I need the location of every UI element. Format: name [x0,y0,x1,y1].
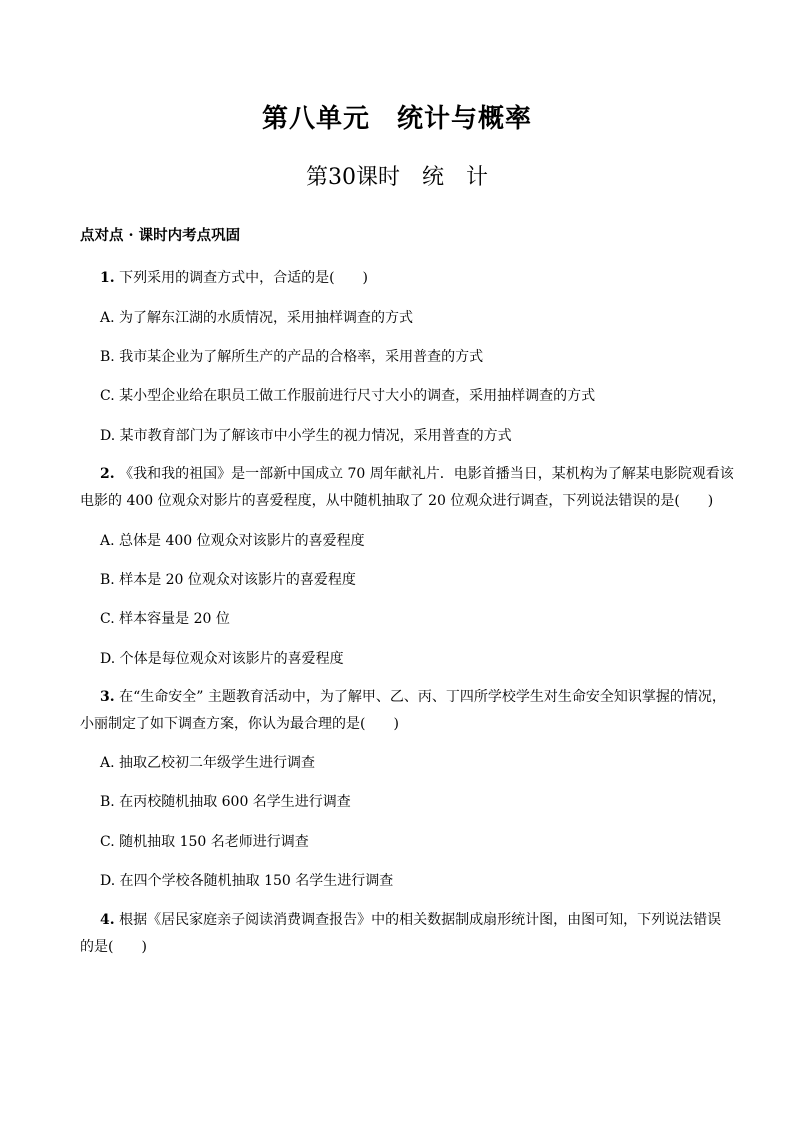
question-1-option-b: B. 我市某企业为了解所生产的产品的合格率，采用普查的方式 [100,349,484,365]
question-2-text-1: 《我和我的祖国》是一部新中国成立 70 周年献礼片．电影首播当日，某机构为了解某电影院观看该 [119,466,734,482]
question-3-number: 3. [100,689,115,705]
question-3-option-a: A. 抽取乙校初二年级学生进行调查 [100,755,316,771]
question-1-option-d: D. 某市教育部门为了解该市中小学生的视力情况，采用普查的方式 [100,428,512,444]
question-2-text-2: 电影的 400 位观众对影片的喜爱程度，从中随机抽取了 20 位观众进行调查，下列说法错误的是( ) [80,493,714,509]
question-1-line-1 [100,268,368,288]
question-2-option-d: D. 个体是每位观众对该影片的喜爱程度 [100,651,344,667]
question-3-option-b: B. 在丙校随机抽取 600 名学生进行调查 [100,794,351,810]
question-2-number: 2. [100,466,115,482]
question-2-option-c: C. 样本容量是 20 位 [100,611,230,627]
question-1-option-c: C. 某小型企业给在职员工做工作服前进行尺寸大小的调查，采用抽样调查的方式 [100,388,596,404]
question-1-number: 1. [100,270,115,286]
lesson-title: 第30课时 统 计 [306,165,488,190]
question-1-option-a: A. 为了解东江湖的水质情况，采用抽样调查的方式 [100,310,414,326]
question-1-text: 下列采用的调查方式中，合适的是( ) [119,270,369,286]
question-4-text-1: 根据《居民家庭亲子阅读消费调查报告》中的相关数据制成扇形统计图，由图可知，下列说法错误 [119,912,722,928]
question-3-option-c: C. 随机抽取 150 名老师进行调查 [100,834,309,850]
unit-title: 第八单元 统计与概率 [261,104,532,134]
question-3-line-1 [100,687,726,707]
question-4-text-2: 的是( ) [80,939,147,955]
question-4-line-1 [100,910,721,930]
question-3-text-2: 小丽制定了如下调查方案，你认为最合理的是( ) [80,716,399,732]
question-3-option-d: D. 在四个学校各随机抽取 150 名学生进行调查 [100,873,394,889]
question-2-line-1 [100,464,734,484]
question-2-option-a: A. 总体是 400 位观众对该影片的喜爱程度 [100,533,365,549]
question-4-number: 4. [100,912,115,928]
question-3-text-1: 在“生命安全” 主题教育活动中，为了解甲、乙、丙、丁四所学校学生对生命安全知识掌握的情况， [119,689,726,705]
section-label: 点对点 · 课时内考点巩固 [80,227,241,244]
question-2-option-b: B. 样本是 20 位观众对该影片的喜爱程度 [100,572,356,588]
